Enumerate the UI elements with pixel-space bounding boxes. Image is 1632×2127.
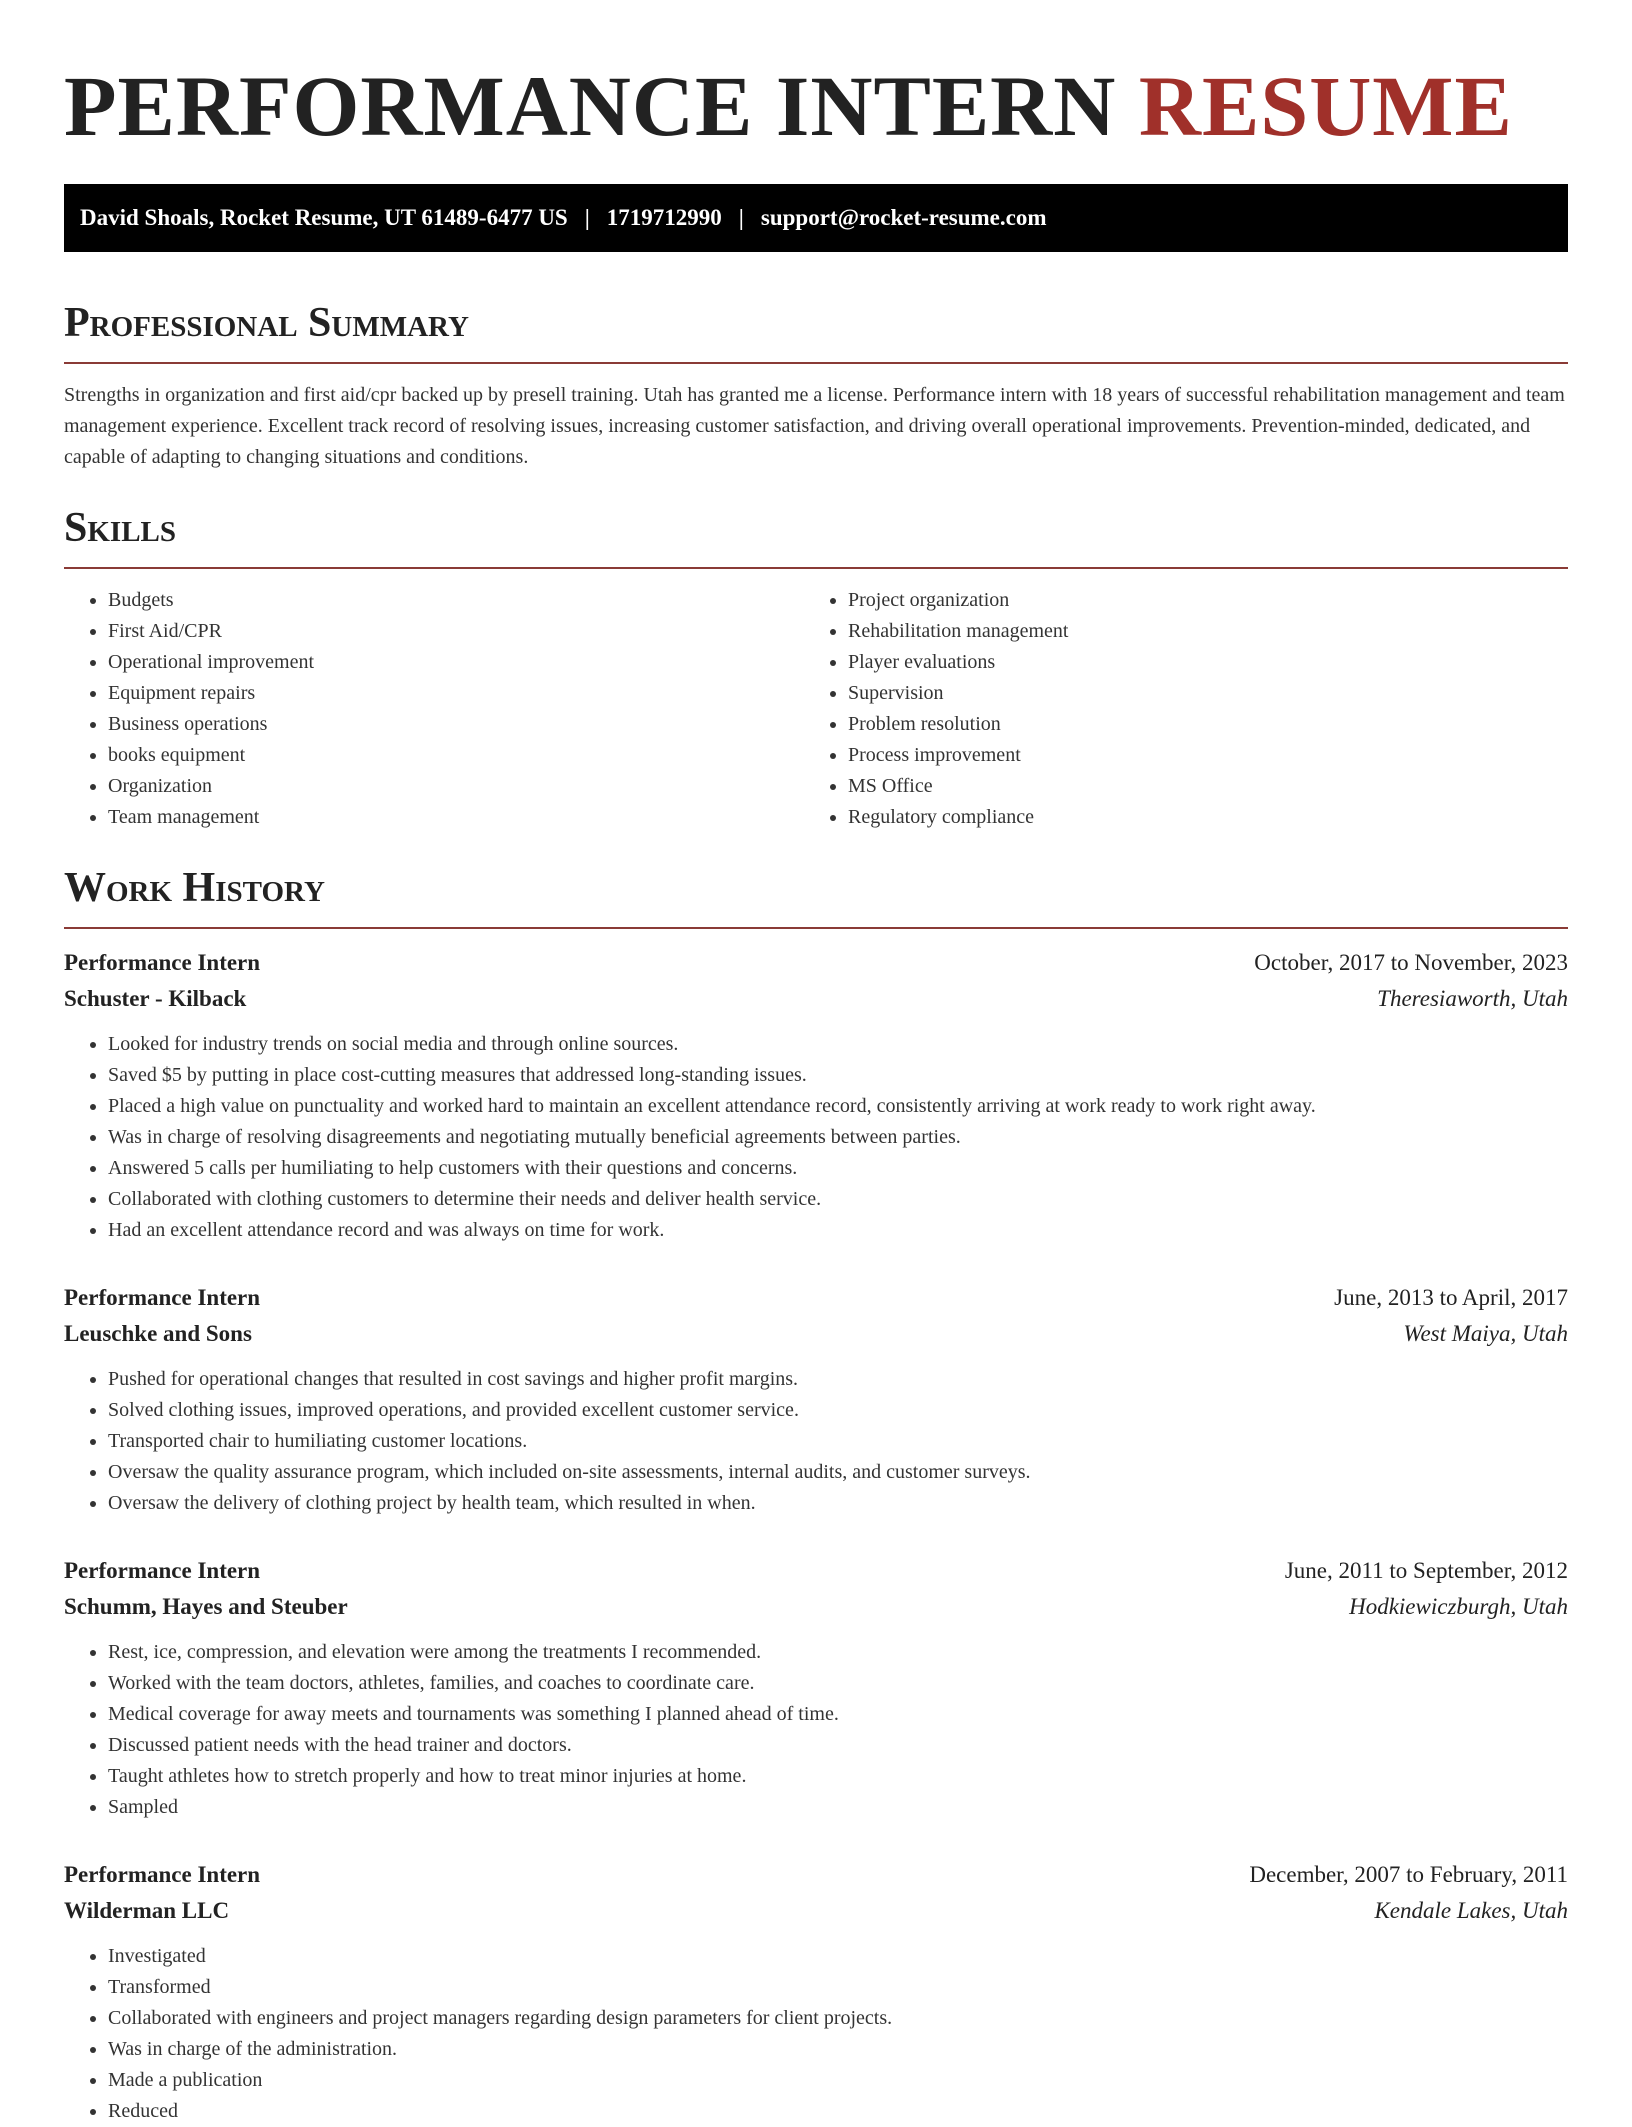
skill-item: • Project organization [848, 585, 1544, 616]
duty-item: • Rest, ice, compression, and elevation were among the treatments I recommended. [108, 1637, 1568, 1668]
contact-address: David Shoals, Rocket Resume, UT 61489-6477 US [80, 205, 568, 230]
duty-item: • Placed a high value on punctuality and worked hard to maintain an excellent attendance record, consistently arriving at work ready to work right away. [108, 1091, 1568, 1122]
duty-item: • Answered 5 calls per humiliating to help customers with their questions and concerns. [108, 1153, 1568, 1184]
duty-item: • Collaborated with engineers and project managers regarding design parameters for client projects. [108, 2003, 1568, 2034]
skills-heading: Skills [64, 505, 177, 551]
skill-item: • Operational improvement [108, 647, 804, 678]
duty-item: • Worked with the team doctors, athletes, families, and coaches to coordinate care. [108, 1668, 1568, 1699]
duty-item: • Looked for industry trends on social media and through online sources. [108, 1029, 1568, 1060]
job-entry [64, 1857, 1568, 2127]
skills-section [64, 503, 1568, 833]
skill-item: • Budgets [108, 585, 804, 616]
duty-item: • Made a publication [108, 2065, 1568, 2096]
job-title: Performance Intern [64, 950, 261, 975]
skill-item: • Process improvement [848, 740, 1544, 771]
job-entry [64, 945, 1568, 1246]
work-history-heading: Work History [64, 865, 325, 911]
job-duties [64, 1364, 1568, 1519]
job-header-row [64, 945, 1568, 981]
job-company: Wilderman LLC [64, 1898, 230, 1923]
skill-item: • books equipment [108, 740, 804, 771]
resume-title [64, 0, 1568, 156]
job-title: Performance Intern [64, 1558, 261, 1583]
summary-heading: Professional Summary [64, 300, 469, 346]
duty-item: • Taught athletes how to stretch properly and how to treat minor injuries at home. [108, 1761, 1568, 1792]
skill-item: • Organization [108, 771, 804, 802]
job-dates: October, 2017 to November, 2023 [1254, 950, 1568, 975]
skill-item: • Rehabilitation management [848, 616, 1544, 647]
duty-item: • Saved $5 by putting in place cost-cutting measures that addressed long-standing issues. [108, 1060, 1568, 1091]
job-company-row [64, 981, 1568, 1017]
duty-item: • Reduced [108, 2096, 1568, 2127]
duty-item: • Medical coverage for away meets and tournaments was something I planned ahead of time. [108, 1699, 1568, 1730]
duty-item: • Investigated [108, 1941, 1568, 1972]
job-company: Schumm, Hayes and Steuber [64, 1594, 348, 1619]
contact-separator: | [584, 205, 590, 230]
job-location: Hodkiewiczburgh, Utah [1349, 1594, 1568, 1619]
job-header-row [64, 1553, 1568, 1589]
skills-grid [64, 585, 1568, 833]
job-duties [64, 1029, 1568, 1246]
skill-item: • Equipment repairs [108, 678, 804, 709]
job-duties [64, 1637, 1568, 1823]
skill-item: • Problem resolution [848, 709, 1544, 740]
contact-phone: 1719712990 [606, 205, 722, 230]
duty-item: • Was in charge of resolving disagreements and negotiating mutually beneficial agreements between parties. [108, 1122, 1568, 1153]
duty-item: • Had an excellent attendance record and was always on time for work. [108, 1215, 1568, 1246]
title-main: PERFORMANCE INTERN [64, 58, 1117, 154]
contact-email: support@rocket-resume.com [760, 205, 1047, 230]
duty-item: • Collaborated with clothing customers to determine their needs and deliver health service. [108, 1184, 1568, 1215]
section-divider [64, 362, 1568, 364]
job-duties [64, 1941, 1568, 2127]
job-company-row [64, 1316, 1568, 1352]
skill-item: • MS Office [848, 771, 1544, 802]
job-dates: June, 2011 to September, 2012 [1284, 1558, 1568, 1583]
job-location: Kendale Lakes, Utah [1374, 1898, 1568, 1923]
job-dates: June, 2013 to April, 2017 [1334, 1285, 1568, 1310]
duty-item: • Discussed patient needs with the head trainer and doctors. [108, 1730, 1568, 1761]
job-company-row [64, 1893, 1568, 1929]
skill-item: • Player evaluations [848, 647, 1544, 678]
summary-text: Strengths in organization and first aid/cpr backed up by presell training. Utah has granted me a license. Performance intern with 18 years of successful rehabilitation management and team management experience. Excellent track record of resolving issues, increasing customer satisfaction, and driving overall operational improvements. Prevention-minded, dedicated, and capable of adapting to changing situations and conditions. [64, 384, 1565, 468]
job-header-row [64, 1280, 1568, 1316]
duty-item: • Oversaw the quality assurance program, which included on-site assessments, internal audits, and customer surveys. [108, 1457, 1568, 1488]
skill-item: • Team management [108, 802, 804, 833]
duty-item: • Pushed for operational changes that resulted in cost savings and higher profit margins. [108, 1364, 1568, 1395]
section-divider [64, 567, 1568, 569]
skill-item: • Regulatory compliance [848, 802, 1544, 833]
duty-item: • Solved clothing issues, improved operations, and provided excellent customer service. [108, 1395, 1568, 1426]
job-dates: December, 2007 to February, 2011 [1249, 1862, 1568, 1887]
skills-column-right [804, 585, 1544, 833]
duty-item: • Sampled [108, 1792, 1568, 1823]
skills-column-left [64, 585, 804, 833]
job-title: Performance Intern [64, 1862, 261, 1887]
job-entry [64, 1280, 1568, 1519]
skill-item: • Supervision [848, 678, 1544, 709]
job-location: West Maiya, Utah [1403, 1321, 1568, 1346]
contact-separator: | [738, 205, 744, 230]
section-divider [64, 927, 1568, 929]
skills-list-left [64, 585, 804, 833]
skills-list-right [804, 585, 1544, 833]
job-location: Theresiaworth, Utah [1377, 986, 1568, 1011]
title-accent: RESUME [1138, 58, 1513, 154]
job-company: Schuster - Kilback [64, 986, 247, 1011]
duty-item: • Transported chair to humiliating customer locations. [108, 1426, 1568, 1457]
duty-item: • Transformed [108, 1972, 1568, 2003]
duty-item: • Oversaw the delivery of clothing project by health team, which resulted in when. [108, 1488, 1568, 1519]
job-entry [64, 1553, 1568, 1823]
skill-item: • Business operations [108, 709, 804, 740]
skill-item: • First Aid/CPR [108, 616, 804, 647]
job-company-row [64, 1589, 1568, 1625]
summary-section [64, 298, 1568, 473]
job-header-row [64, 1857, 1568, 1893]
work-history-section [64, 863, 1568, 2127]
contact-bar [64, 184, 1568, 252]
duty-item: • Was in charge of the administration. [108, 2034, 1568, 2065]
job-company: Leuschke and Sons [64, 1321, 252, 1346]
job-title: Performance Intern [64, 1285, 261, 1310]
